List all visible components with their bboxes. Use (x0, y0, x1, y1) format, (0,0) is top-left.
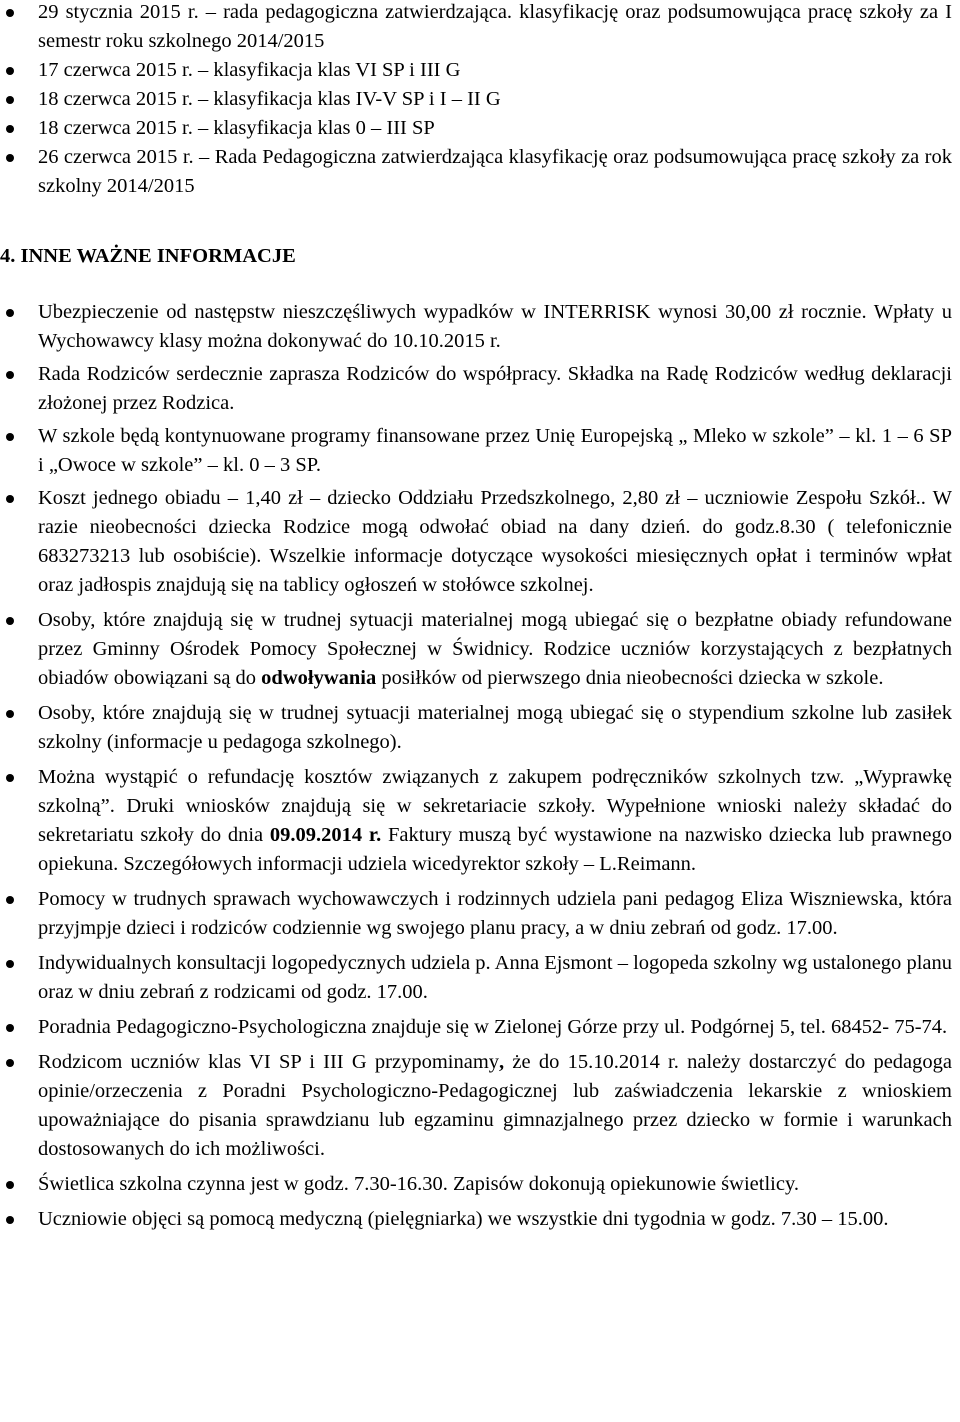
list-item-text: 18 czerwca 2015 r. – klasyfikacja klas 0 – III SP (38, 117, 435, 139)
bullet-icon (6, 1059, 14, 1067)
bullet-icon (6, 617, 14, 625)
list-item-text: Pomocy w trudnych sprawach wychowawczych i rodzinnych udziela pani pedagog Eliza Wiszniewska, która przyjmpje dzieci i rodziców codziennie wg swojego planu pracy, a w dniu zebrań od godz. 17.00. (38, 888, 952, 939)
bullet-icon (6, 96, 14, 104)
list-item-textbooks (0, 763, 956, 879)
list-item-text: 26 czerwca 2015 r. – Rada Pedagogiczna zatwierdzająca klasyfikację oraz podsumowująca pracę szkoły za rok szkolny 2014/2015 (38, 146, 952, 197)
bullet-icon (6, 433, 14, 441)
list-item (0, 56, 956, 85)
list-item-nurse (0, 1205, 956, 1234)
bullet-icon (6, 9, 14, 17)
bullet-icon (6, 125, 14, 133)
list-item-text: Ubezpieczenie od następstw nieszczęśliwych wypadków w INTERRISK wynosi 30,00 zł rocznie. Wpłaty u Wychowawcy klasy można dokonywać do 10.10.2015 r. (38, 301, 952, 352)
emphasis-text: odwoływania (261, 667, 377, 689)
list-item-exam-reminder (0, 1048, 956, 1164)
list-item-text: Rodzicom uczniów klas VI SP i III G przypominamy (38, 1051, 500, 1073)
list-item-text: że do 15.10.2014 r. należy dostarczyć do pedagoga opinie/orzeczenia z Poradni Psychologiczno-Pedagogicznej lub zaświadczenia lekarskie z wnioskiem upoważniające do pisania sprawdzianu lub egzaminu gimnazjalnego przez dziecko w formie i warunkach dostosowanych do ich możliwości. (38, 1051, 952, 1160)
bullet-icon (6, 495, 14, 503)
schedule-list (0, 0, 956, 201)
section-heading: 4. INNE WAŻNE INFORMACJE (0, 245, 296, 267)
emphasis-date: 09.09.2014 r. (269, 824, 382, 846)
list-item-day-room (0, 1170, 956, 1199)
bullet-icon (6, 67, 14, 75)
bullet-icon (6, 1024, 14, 1032)
list-item (0, 85, 956, 114)
list-item-text: Świetlica szkolna czynna jest w godz. 7.30-16.30. Zapisów dokonują opiekunowie świetlicy. (38, 1173, 799, 1195)
list-item-text: posiłków od pierwszego dnia nieobecności dziecka w szkole. (376, 667, 884, 689)
list-item-pedagogue (0, 885, 956, 943)
bullet-icon (6, 774, 14, 782)
list-item-parents-council (0, 360, 956, 418)
bullet-icon (6, 1181, 14, 1189)
list-item-text: Poradnia Pedagogiczno-Psychologiczna znajduje się w Zielonej Górze przy ul. Podgórnej 5, tel. 68452- 75-74. (38, 1016, 948, 1038)
list-item-text: 17 czerwca 2015 r. – klasyfikacja klas VI SP i III G (38, 59, 461, 81)
list-item-counseling-center (0, 1013, 956, 1042)
list-item-scholarship (0, 699, 956, 757)
list-item (0, 0, 956, 56)
list-item-insurance (0, 298, 956, 356)
list-item-eu-programs (0, 422, 956, 480)
list-item (0, 143, 956, 201)
emphasis-text: , (499, 1051, 505, 1073)
list-item-text: Osoby, które znajdują się w trudnej sytuacji materialnej mogą ubiegać się o bezpłatne obiady refundowane przez Gminny Ośrodek Pomocy Społecznej w Świdnicy. Rodzice uczniów korzystających z bezpłatnych obiadów obowiązani są do (38, 609, 952, 689)
list-item-text: Faktury muszą być wystawione na nazwisko dziecka lub prawnego opiekuna. Szczegółowych informacji udziela wicedyrektor szkoły – L.Reimann. (38, 824, 952, 875)
list-item-text: Rada Rodziców serdecznie zaprasza Rodziców do współpracy. Składka na Radę Rodziców według deklaracji złożonej przez Rodzica. (38, 363, 952, 414)
list-item-text: W szkole będą kontynuowane programy finansowane przez Unię Europejską „ Mleko w szkole” – kl. 1 – 6 SP i „Owoce w szkole” – kl. 0 – 3 SP. (38, 425, 952, 476)
list-item-lunch-cost (0, 484, 956, 600)
bullet-icon (6, 710, 14, 718)
list-item-text: Uczniowie objęci są pomocą medyczną (pielęgniarka) we wszystkie dni tygodnia w godz. 7.30 – 15.00. (38, 1208, 889, 1230)
list-item-text: 18 czerwca 2015 r. – klasyfikacja klas IV-V SP i I – II G (38, 88, 501, 110)
list-item-text: Indywidualnych konsultacji logopedycznych udziela p. Anna Ejsmont – logopeda szkolny wg ustalonego planu oraz w dniu zebrań z rodzicami od godz. 17.00. (38, 952, 952, 1003)
bullet-icon (6, 154, 14, 162)
list-item-text: Można wystąpić o refundację kosztów związanych z zakupem podręczników szkolnych tzw. „Wyprawkę szkolną”. Druki wniosków znajdują się w sekretariacie szkoły. Wypełnione wnioski należy składać do sekretariatu szkoły do dnia (38, 766, 952, 846)
list-item (0, 114, 956, 143)
bullet-icon (6, 896, 14, 904)
bullet-icon (6, 960, 14, 968)
bullet-icon (6, 371, 14, 379)
list-item-free-meals (0, 606, 956, 693)
list-item-text: Koszt jednego obiadu – 1,40 zł – dziecko Oddziału Przedszkolnego, 2,80 zł – uczniowie Zespołu Szkół.. W razie nieobecności dziecka Rodzice mogą odwołać obiad na dany dzień. do godz.8.30 ( telefonicznie 683273213 lub osobiście). Wszelkie informacje dotyczące wysokości miesięcznych opłat i terminów wpłat oraz jadłospis znajdują się na tablicy ogłoszeń w stołówce szkolnej. (38, 487, 952, 596)
info-list (0, 298, 956, 1240)
bullet-icon (6, 1216, 14, 1224)
list-item-speech-therapist (0, 949, 956, 1007)
list-item-text: 29 stycznia 2015 r. – rada pedagogiczna zatwierdzająca. klasyfikację oraz podsumowująca pracę szkoły za I semestr roku szkolnego 2014/2015 (38, 1, 952, 52)
list-item-text: Osoby, które znajdują się w trudnej sytuacji materialnej mogą ubiegać się o stypendium szkolne lub zasiłek szkolny (informacje u pedagoga szkolnego). (38, 702, 952, 753)
bullet-icon (6, 309, 14, 317)
